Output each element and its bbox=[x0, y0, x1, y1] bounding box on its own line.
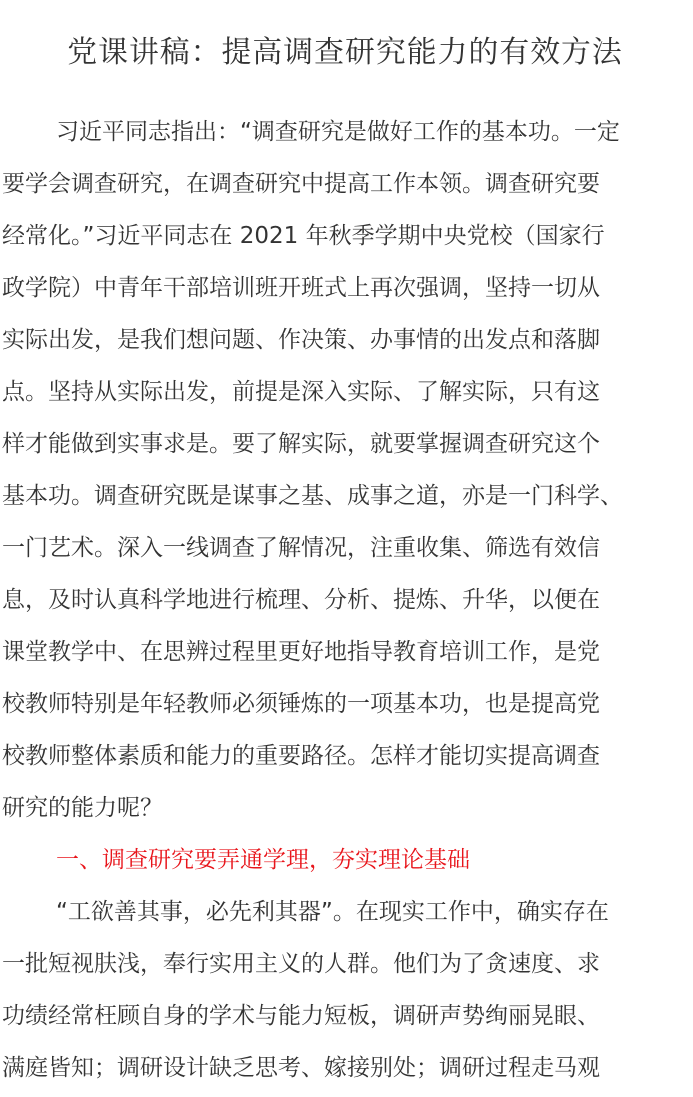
paragraph-line: 息，及时认真科学地进行梳理、分析、提炼、升华，以便在 bbox=[2, 587, 600, 613]
document-title: 党课讲稿：提高调查研究能力的有效方法 bbox=[67, 35, 623, 70]
paragraph-line: 一批短视肤浅，奉行实用主义的人群。他们为了贪速度、求 bbox=[2, 951, 600, 977]
paragraph-line: 经常化。”习近平同志在 2021 年秋季学期中央党校（国家行 bbox=[2, 223, 605, 249]
paragraph-line: 一门艺术。深入一线调查了解情况，注重收集、筛选有效信 bbox=[2, 535, 600, 561]
paragraph-line: 研究的能力呢？ bbox=[2, 795, 163, 821]
paragraph-line: 功绩经常枉顾自身的学术与能力短板，调研声势绚丽晃眼、 bbox=[2, 1003, 600, 1029]
paragraph-line: 校教师整体素质和能力的重要路径。怎样才能切实提高调查 bbox=[2, 743, 600, 769]
paragraph-line: 要学会调查研究，在调查研究中提高工作本领。调查研究要 bbox=[2, 171, 600, 197]
paragraph-line: 样才能做到实事求是。要了解实际，就要掌握调查研究这个 bbox=[2, 431, 600, 457]
paragraph-line: 习近平同志指出：“调查研究是做好工作的基本功。一定 bbox=[56, 119, 620, 145]
section-heading: 一、调查研究要弄通学理，夯实理论基础 bbox=[56, 847, 470, 873]
paragraph-line: 课堂教学中、在思辨过程里更好地指导教育培训工作，是党 bbox=[2, 639, 600, 665]
paragraph-line: 满庭皆知；调研设计缺乏思考、嫁接别处；调研过程走马观 bbox=[2, 1055, 600, 1081]
paragraph-line: 实际出发，是我们想问题、作决策、办事情的出发点和落脚 bbox=[2, 327, 600, 353]
paragraph-line: 校教师特别是年轻教师必须锤炼的一项基本功，也是提高党 bbox=[2, 691, 600, 717]
paragraph-line: 政学院）中青年干部培训班开班式上再次强调，坚持一切从 bbox=[2, 275, 600, 301]
paragraph-line: “工欲善其事，必先利其器”。在现实工作中，确实存在 bbox=[56, 899, 609, 925]
paragraph-line: 点。坚持从实际出发，前提是深入实际、了解实际，只有这 bbox=[2, 379, 600, 405]
paragraph-line: 基本功。调查研究既是谋事之基、成事之道，亦是一门科学、 bbox=[2, 483, 623, 509]
